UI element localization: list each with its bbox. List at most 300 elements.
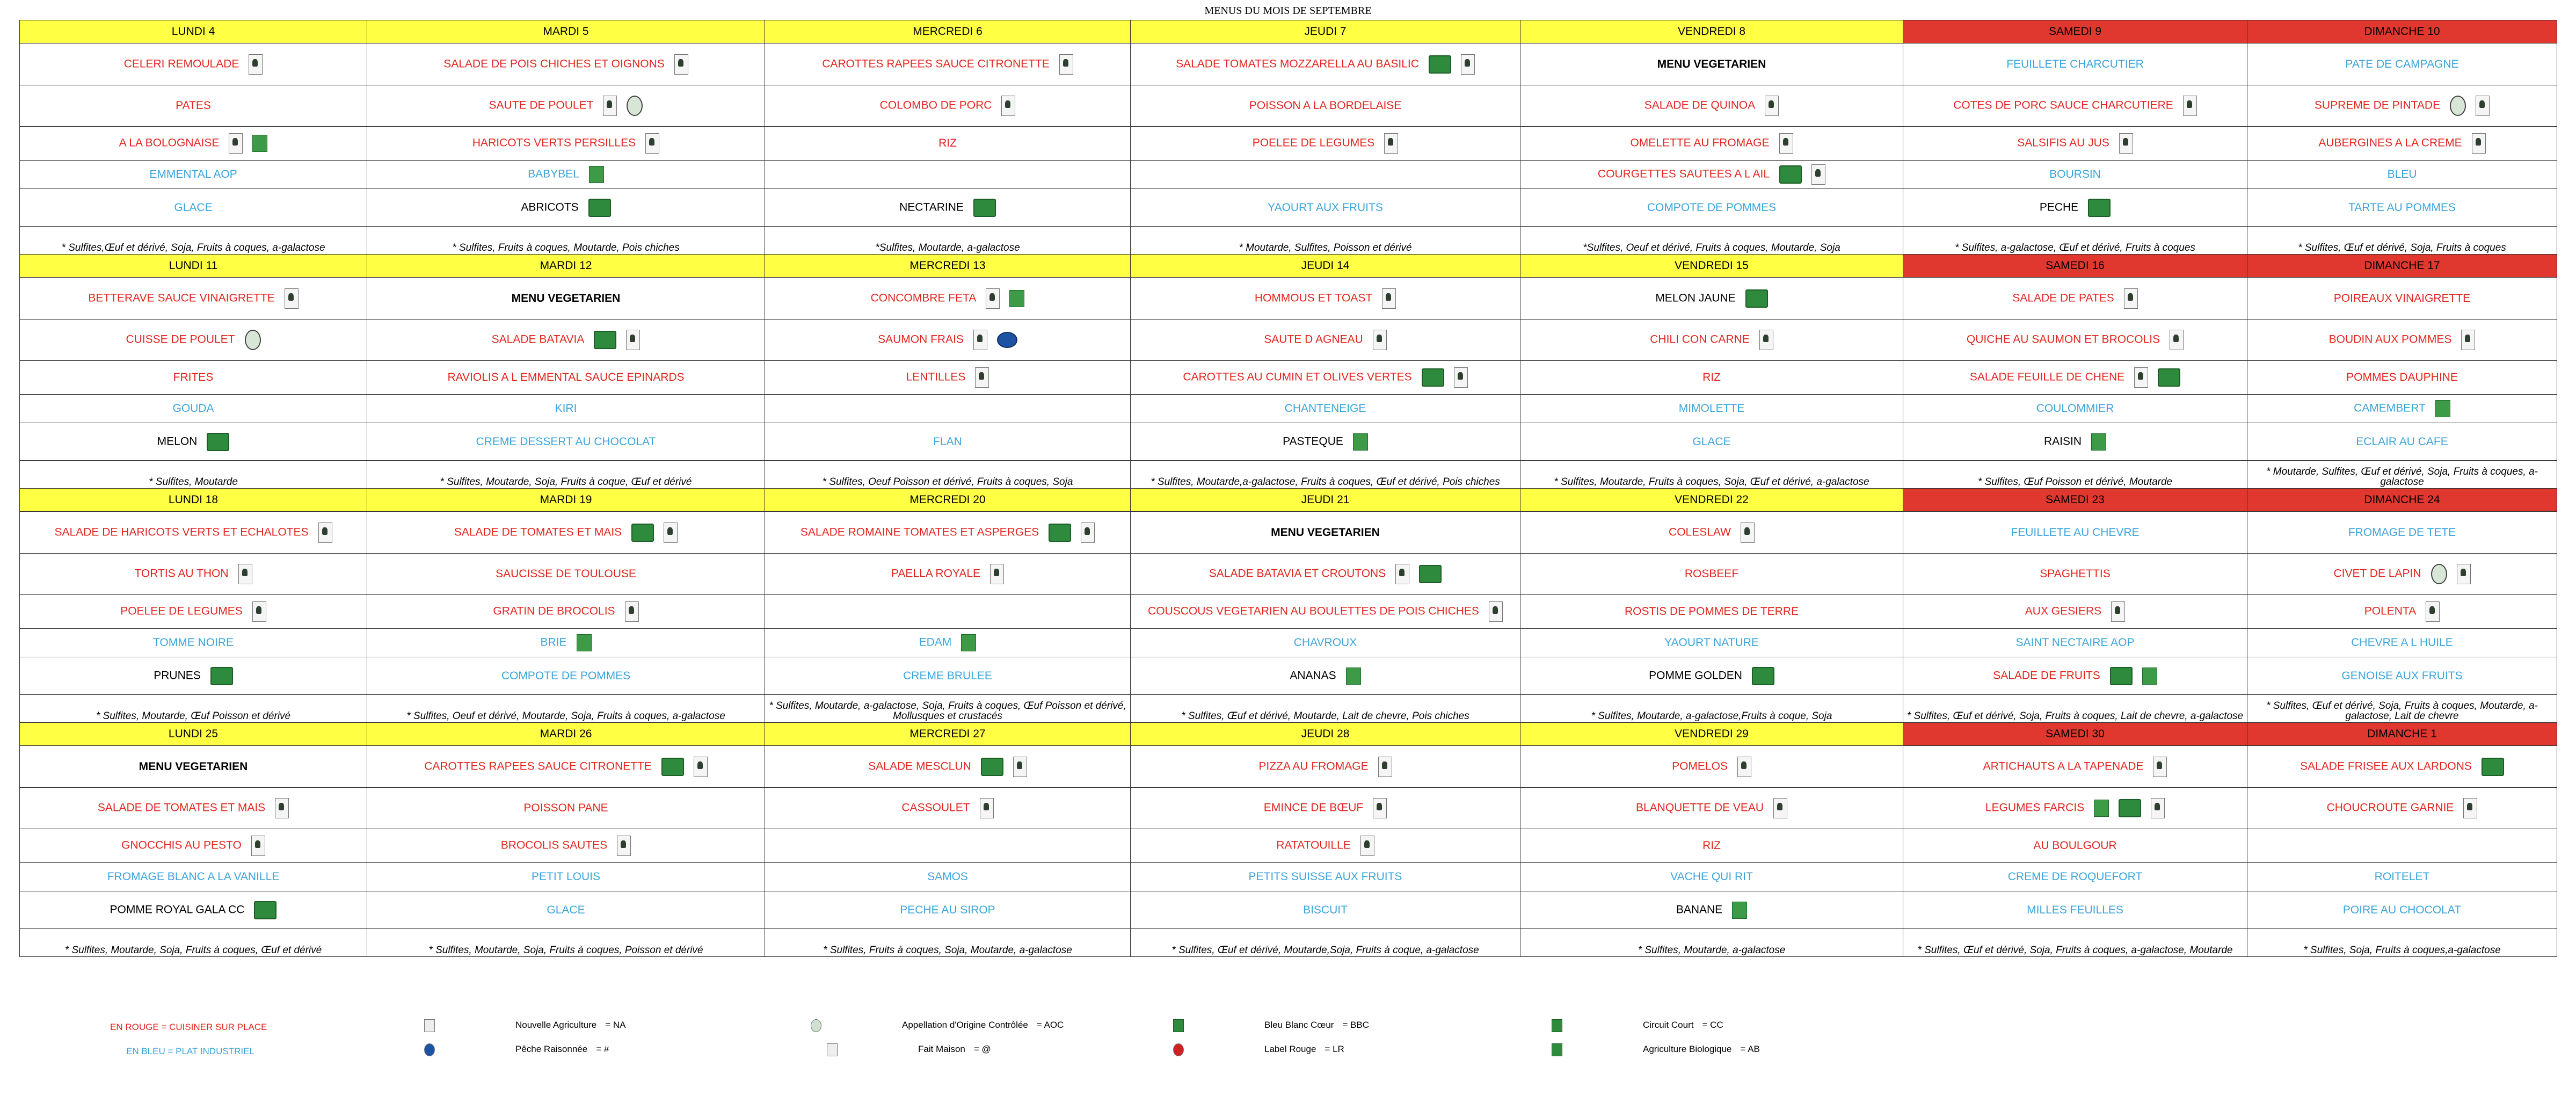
bbc-label-icon: [207, 433, 229, 451]
allergens-row: [20, 695, 2557, 723]
day-header: VENDREDI 15: [1520, 255, 1903, 278]
menu-cell: [367, 657, 765, 695]
day-header: SAMEDI 30: [1903, 723, 2247, 746]
bbc-label-icon: [1745, 289, 1768, 308]
menu-cell: [1131, 629, 1520, 657]
menu-cell: [765, 278, 1131, 320]
menu-cell: [765, 85, 1131, 127]
menu-cell: [2247, 657, 2557, 695]
menu-cell: [2247, 629, 2557, 657]
day-header: MERCREDI 6: [765, 20, 1131, 43]
na-label-icon: [2151, 798, 2165, 818]
menu-cell: [367, 863, 765, 891]
bbc-label-icon: [981, 758, 1003, 776]
allergens-cell: * Sulfites, Œuf et dérivé, Moutarde, Lait de chevre, Pois chiches: [1131, 695, 1520, 723]
na-label-icon: [603, 96, 617, 116]
menu-row-cheese: [20, 161, 2557, 189]
dish-name: SALADE MESCLUN: [868, 760, 971, 773]
menu-cell: [765, 43, 1131, 85]
na-label-icon: [1373, 798, 1387, 818]
menu-cell: [20, 863, 367, 891]
menu-cell: [1520, 395, 1903, 423]
menu-row-dessert: [20, 891, 2557, 929]
allergens-cell: * Sulfites, Moutarde, Soja, Fruits à coques, Poisson et dérivé: [367, 929, 765, 957]
week-header-row: [20, 255, 2557, 278]
na-label-icon: [975, 367, 989, 388]
menu-row-dessert: [20, 423, 2557, 461]
menu-cell: [20, 891, 367, 929]
dish-name: POMMES DAUPHINE: [2346, 371, 2458, 383]
ab-label-icon: [2094, 800, 2109, 817]
menu-cell: [1903, 320, 2247, 361]
dish-name: SALADE DE QUINOA: [1644, 99, 1756, 112]
menu-cell: [1903, 278, 2247, 320]
menu-cell: [20, 829, 367, 863]
menu-cell: [1520, 423, 1903, 461]
bbc-label-icon: [1419, 565, 1442, 583]
legend-label: Appellation d'Origine Contrôlée: [902, 1020, 1028, 1031]
allergens-cell: * Sulfites, Moutarde, a-galactose,Fruits à coque, Soja: [1520, 695, 1903, 723]
menu-cell: [367, 43, 765, 85]
dish-name: GNOCCHIS AU PESTO: [121, 839, 242, 852]
na-label-icon: [1741, 523, 1755, 543]
menu-cell: [1903, 361, 2247, 395]
menu-cell: [1520, 788, 1903, 829]
dish-name: CHEVRE A L HUILE: [2351, 636, 2453, 649]
allergens-cell: *Sulfites, Moutarde, a-galactose: [765, 227, 1131, 255]
allergens-cell: * Moutarde, Sulfites, Œuf et dérivé, Soja, Fruits à coques, a-galactose: [2247, 461, 2557, 489]
na-label-icon: [1765, 96, 1779, 116]
dish-name: RAISIN: [2043, 435, 2082, 448]
bbc-label-icon: [661, 758, 684, 776]
dish-name: HOMMOUS ET TOAST: [1254, 292, 1373, 304]
menu-cell: [765, 161, 1131, 189]
allergens-cell: * Sulfites, Moutarde, Fruits à coques, Soja, Œuf et dérivé, a-galactose: [1520, 461, 1903, 489]
bbc-label-icon: [1752, 667, 1774, 685]
legend-code: = CC: [1702, 1020, 1723, 1031]
legend-code: = LR: [1325, 1044, 1344, 1055]
allergens-row: [20, 227, 2557, 255]
na-label-icon: [694, 757, 708, 777]
legend-red-text: EN ROUGE = CUISINER SUR PLACE: [110, 1022, 267, 1032]
na-label-icon: [2457, 564, 2471, 584]
day-header: JEUDI 28: [1131, 723, 1520, 746]
ab-label-icon: [2142, 667, 2157, 685]
legend-item: [424, 1019, 625, 1032]
menu-cell: [1903, 161, 2247, 189]
dish-name: GENOISE AUX FRUITS: [2341, 669, 2463, 682]
menu-cell: [2247, 43, 2557, 85]
legend-label: Label Rouge: [1264, 1044, 1316, 1055]
day-header: DIMANCHE 17: [2247, 255, 2557, 278]
dish-name: FROMAGE DE TETE: [2348, 526, 2456, 539]
legend: [0, 998, 2576, 1078]
dish-name: VACHE QUI RIT: [1670, 870, 1753, 883]
na-label-icon: [275, 798, 289, 818]
menu-cell: [367, 85, 765, 127]
menu-cell: [1520, 629, 1903, 657]
menu-cell: [1520, 863, 1903, 891]
ab-label-icon: [252, 135, 267, 152]
dish-name: ECLAIR AU CAFE: [2356, 435, 2448, 448]
dish-name: MENU VEGETARIEN: [139, 760, 248, 773]
na-label-icon: [238, 564, 252, 584]
menu-cell: [2247, 512, 2557, 554]
dish-name: SAINT NECTAIRE AOP: [2015, 636, 2135, 649]
dish-name: FROMAGE BLANC A LA VANILLE: [107, 870, 280, 883]
dish-name: PECHE: [2039, 201, 2079, 214]
day-header: JEUDI 21: [1131, 489, 1520, 512]
menu-cell: [1520, 595, 1903, 629]
na-label-icon: [1773, 798, 1787, 818]
menu-cell: [1131, 43, 1520, 85]
bbc-legend-icon: [1173, 1019, 1184, 1032]
day-header: LUNDI 11: [20, 255, 367, 278]
dish-name: PECHE AU SIROP: [900, 903, 995, 916]
dish-name: TARTE AU POMMES: [2348, 201, 2456, 214]
menu-cell: [765, 863, 1131, 891]
na-label-icon: [2134, 367, 2148, 388]
menu-cell: [20, 127, 367, 161]
menu-cell: [20, 189, 367, 227]
menu-cell: [1131, 788, 1520, 829]
na-label-icon: [318, 523, 332, 543]
day-header: VENDREDI 22: [1520, 489, 1903, 512]
menu-cell: [765, 746, 1131, 788]
dish-name: COMPOTE DE POMMES: [1647, 201, 1777, 214]
na-label-icon: [2463, 798, 2477, 818]
day-header: MERCREDI 13: [765, 255, 1131, 278]
menu-row-main: [20, 788, 2557, 829]
menu-cell: [1131, 657, 1520, 695]
na-label-icon: [626, 330, 640, 350]
menu-cell: [20, 423, 367, 461]
dish-name: CONCOMBRE FETA: [870, 292, 977, 304]
dish-name: SAUTE D AGNEAU: [1264, 333, 1363, 346]
menu-cell: [1131, 320, 1520, 361]
legend-item: [1173, 1043, 1344, 1056]
menu-cell: [1903, 629, 2247, 657]
dish-name: SUPREME DE PINTADE: [2314, 99, 2441, 112]
menu-cell: [2247, 320, 2557, 361]
dish-name: CASSOULET: [901, 801, 970, 814]
ab-label-icon: [589, 166, 604, 183]
na-label-icon: [990, 564, 1004, 584]
bbc-label-icon: [1429, 55, 1451, 74]
dish-name: SALADE BATAVIA ET CROUTONS: [1209, 567, 1386, 580]
menu-row-cheese: [20, 395, 2557, 423]
menu-cell: [1131, 278, 1520, 320]
na-label-icon: [2119, 133, 2133, 154]
na-label-icon: [1373, 330, 1387, 350]
menu-cell: [367, 161, 765, 189]
menu-cell: [765, 512, 1131, 554]
menu-cell: [367, 746, 765, 788]
na-label-icon: [1382, 288, 1396, 309]
dish-name: POMME ROYAL GALA CC: [110, 903, 245, 916]
menu-cell: [765, 127, 1131, 161]
menu-cell: [1520, 891, 1903, 929]
menu-row-dessert: [20, 657, 2557, 695]
dish-name: PIZZA AU FROMAGE: [1258, 760, 1369, 773]
legend-label: Nouvelle Agriculture: [515, 1020, 597, 1031]
na-label-icon: [1811, 164, 1825, 185]
menu-cell: [2247, 127, 2557, 161]
na-label-icon: [1737, 757, 1751, 777]
dish-name: ARTICHAUTS A LA TAPENADE: [1983, 760, 2144, 773]
menu-cell: [367, 278, 765, 320]
na-label-icon: [1360, 836, 1374, 856]
menu-cell: [1131, 891, 1520, 929]
menu-cell: [1131, 595, 1520, 629]
allergens-cell: * Sulfites, a-galactose, Œuf et dérivé, Fruits à coques: [1903, 227, 2247, 255]
lr-legend-icon: [1173, 1043, 1184, 1056]
dish-name: POIREAUX VINAIGRETTE: [2333, 292, 2471, 304]
dish-name: LEGUMES FARCIS: [1985, 801, 2085, 814]
menu-cell: [367, 595, 765, 629]
menu-row-cheese: [20, 629, 2557, 657]
menu-cell: [765, 788, 1131, 829]
dish-name: MENU VEGETARIEN: [1657, 57, 1766, 70]
na-label-icon: [252, 601, 266, 622]
menu-cell: [367, 788, 765, 829]
menu-cell: [367, 361, 765, 395]
dish-name: SALADE TOMATES MOZZARELLA AU BASILIC: [1176, 57, 1419, 70]
na-label-icon: [625, 601, 639, 622]
dish-name: MELON: [157, 435, 198, 448]
menu-cell: [20, 629, 367, 657]
allergens-cell: * Sulfites, Oeuf Poisson et dérivé, Fruits à coques, Soja: [765, 461, 1131, 489]
dish-name: SALADE DE TOMATES ET MAIS: [97, 801, 266, 814]
menu-cell: [20, 746, 367, 788]
legend-item: [424, 1043, 609, 1056]
na-label-icon: [1759, 330, 1773, 350]
menu-cell: [1903, 189, 2247, 227]
na-label-icon: [2183, 96, 2197, 116]
na-label-icon: [2170, 330, 2184, 350]
menu-cell: [1131, 361, 1520, 395]
menu-cell: [20, 43, 367, 85]
dish-name: TOMME NOIRE: [152, 636, 234, 649]
menu-row-starter: [20, 512, 2557, 554]
na-label-icon: [1378, 757, 1392, 777]
dish-name: CHOUCROUTE GARNIE: [2326, 801, 2454, 814]
ab-label-icon: [577, 634, 592, 651]
menu-row-main: [20, 320, 2557, 361]
allergens-cell: * Sulfites, Moutarde, Soja, Fruits à coques, Œuf et dérivé: [20, 929, 367, 957]
dish-name: SALADE DE TOMATES ET MAIS: [454, 526, 622, 539]
allergens-cell: * Sulfites,Œuf et dérivé, Soja, Fruits à coques, a-galactose: [20, 227, 367, 255]
menu-cell: [367, 127, 765, 161]
day-header: DIMANCHE 1: [2247, 723, 2557, 746]
menu-cell: [20, 657, 367, 695]
dish-name: CHILI CON CARNE: [1650, 333, 1750, 346]
aoc-legend-icon: [811, 1019, 821, 1032]
na-label-icon: [664, 523, 678, 543]
dish-name: PATES: [176, 99, 211, 112]
allergens-cell: * Sulfites, Œuf et dérivé, Moutarde,Soja, Fruits à coque, a-galactose: [1131, 929, 1520, 957]
dish-name: PAELLA ROYALE: [891, 567, 981, 580]
menu-cell: [1131, 423, 1520, 461]
dish-name: CREME DE ROQUEFORT: [2007, 870, 2143, 883]
dish-name: POLENTA: [2364, 605, 2417, 618]
menu-cell: [1903, 512, 2247, 554]
ab-legend-icon: [1552, 1043, 1562, 1056]
dish-name: ROSBEEF: [1684, 568, 1739, 580]
dish-name: MENU VEGETARIEN: [1271, 526, 1380, 539]
bbc-label-icon: [1779, 165, 1802, 184]
allergens-cell: * Sulfites, Moutarde, Soja, Fruits à coque, Œuf et dérivé: [367, 461, 765, 489]
menu-cell: [20, 85, 367, 127]
dish-name: HARICOTS VERTS PERSILLES: [472, 136, 636, 149]
bbc-label-icon: [631, 524, 654, 542]
menu-cell: [1520, 189, 1903, 227]
menu-cell: [1131, 746, 1520, 788]
na-label-icon: [2111, 601, 2125, 622]
dish-name: BRIE: [540, 636, 567, 649]
mar-legend-icon: [424, 1043, 435, 1056]
na-label-icon: [1081, 523, 1095, 543]
menu-cell: [765, 395, 1131, 423]
dish-name: CHAVROUX: [1293, 636, 1357, 649]
dish-name: PETITS SUISSE AUX FRUITS: [1248, 870, 1402, 883]
menu-cell: [1903, 863, 2247, 891]
day-header: SAMEDI 16: [1903, 255, 2247, 278]
menu-cell: [367, 554, 765, 595]
menu-cell: [1131, 189, 1520, 227]
legend-code: = #: [596, 1044, 609, 1055]
week-header-row: [20, 723, 2557, 746]
na-label-icon: [1489, 601, 1503, 622]
bbc-label-icon: [2158, 368, 2180, 387]
ab-label-icon: [2091, 433, 2106, 451]
na-label-icon: [2461, 330, 2475, 350]
allergens-cell: * Sulfites, Œuf et dérivé, Soja, Fruits à coques, a-galactose, Moutarde: [1903, 929, 2247, 957]
dish-name: AUBERGINES A LA CREME: [2318, 136, 2462, 149]
day-header: MARDI 19: [367, 489, 765, 512]
menu-row-main: [20, 554, 2557, 595]
na-label-icon: [1779, 133, 1793, 154]
legend-code: = @: [973, 1044, 991, 1055]
menu-cell: [1903, 395, 2247, 423]
menu-row-side: [20, 595, 2557, 629]
menu-cell: [1520, 554, 1903, 595]
menu-cell: [367, 891, 765, 929]
menu-cell: [1903, 595, 2247, 629]
menu-cell: [1903, 127, 2247, 161]
dish-name: EMMENTAL AOP: [149, 168, 237, 180]
dish-name: GLACE: [547, 903, 585, 916]
menu-cell: [2247, 423, 2557, 461]
allergens-cell: * Sulfites, Fruits à coques, Moutarde, Pois chiches: [367, 227, 765, 255]
dish-name: MENU VEGETARIEN: [511, 292, 621, 304]
dish-name: MILLES FEUILLES: [2027, 903, 2123, 916]
menu-cell: [1520, 85, 1903, 127]
dish-name: GLACE: [1692, 435, 1731, 448]
menu-row-side: [20, 361, 2557, 395]
menu-cell: [1520, 127, 1903, 161]
day-header: DIMANCHE 10: [2247, 20, 2557, 43]
allergens-cell: * Sulfites, Moutarde,a-galactose, Fruits à coques, Œuf et dérivé, Pois chiches: [1131, 461, 1520, 489]
dish-name: BANANE: [1676, 903, 1723, 916]
dish-name: BETTERAVE SAUCE VINAIGRETTE: [88, 292, 275, 304]
day-header: DIMANCHE 24: [2247, 489, 2557, 512]
menu-cell: [20, 512, 367, 554]
bbc-label-icon: [2088, 199, 2111, 217]
dish-name: COULOMMIER: [2036, 402, 2114, 415]
menu-cell: [1903, 891, 2247, 929]
dish-name: OMELETTE AU FROMAGE: [1630, 136, 1770, 149]
menu-cell: [20, 788, 367, 829]
menu-row-dessert: [20, 189, 2557, 227]
menu-cell: [1903, 746, 2247, 788]
dish-name: RAVIOLIS A L EMMENTAL SAUCE EPINARDS: [447, 371, 685, 383]
allergens-cell: * Sulfites, Œuf Poisson et dérivé, Moutarde: [1903, 461, 2247, 489]
ab-label-icon: [1732, 902, 1747, 919]
dish-name: CAROTTES RAPEES SAUCE CITRONETTE: [822, 57, 1050, 70]
dish-name: COMPOTE DE POMMES: [501, 669, 631, 682]
na-label-icon: [1001, 96, 1015, 116]
dish-name: SALADE DE PATES: [2012, 292, 2114, 304]
dish-name: COLESLAW: [1669, 526, 1731, 539]
na-label-icon: [617, 836, 631, 856]
dish-name: BOURSIN: [2049, 168, 2101, 180]
menu-cell: [20, 595, 367, 629]
bbc-label-icon: [2482, 758, 2504, 776]
dish-name: FEUILLETE CHARCUTIER: [2006, 57, 2144, 70]
dish-name: RIZ: [1702, 839, 1721, 852]
na-label-icon: [2426, 601, 2440, 622]
dish-name: COTES DE PORC SAUCE CHARCUTIERE: [1953, 99, 2173, 112]
ab-label-icon: [961, 634, 976, 651]
menu-cell: [1131, 512, 1520, 554]
dish-name: CIVET DE LAPIN: [2333, 567, 2421, 580]
menu-cell: [2247, 746, 2557, 788]
menu-cell: [1903, 657, 2247, 695]
day-header: LUNDI 25: [20, 723, 367, 746]
legend-item: [1552, 1019, 1723, 1032]
dish-name: MIMOLETTE: [1678, 402, 1745, 415]
allergens-cell: * Moutarde, Sulfites, Poisson et dérivé: [1131, 227, 1520, 255]
dish-name: CAMEMBERT: [2354, 402, 2426, 415]
legend-code: = NA: [605, 1020, 626, 1031]
menu-cell: [1131, 554, 1520, 595]
menu-cell: [367, 629, 765, 657]
menu-cell: [1131, 829, 1520, 863]
menu-cell: [1903, 554, 2247, 595]
menu-cell: [1520, 320, 1903, 361]
na-label-icon: [1384, 133, 1398, 154]
menu-cell: [20, 395, 367, 423]
day-header: VENDREDI 29: [1520, 723, 1903, 746]
aoc-label-icon: [627, 96, 643, 116]
menu-row-starter: [20, 278, 2557, 320]
menu-cell: [367, 189, 765, 227]
menu-cell: [1131, 395, 1520, 423]
menu-cell: [2247, 361, 2557, 395]
menu-cell: [765, 657, 1131, 695]
dish-name: ABRICOTS: [521, 201, 579, 214]
menu-cell: [1903, 43, 2247, 85]
allergens-row: [20, 929, 2557, 957]
dish-name: GOUDA: [172, 402, 214, 415]
na-label-icon: [1454, 367, 1468, 388]
dish-name: NECTARINE: [899, 201, 964, 214]
bbc-label-icon: [210, 667, 233, 685]
na-label-icon: [1013, 757, 1027, 777]
menu-cell: [1131, 85, 1520, 127]
dish-name: RIZ: [1702, 371, 1721, 383]
